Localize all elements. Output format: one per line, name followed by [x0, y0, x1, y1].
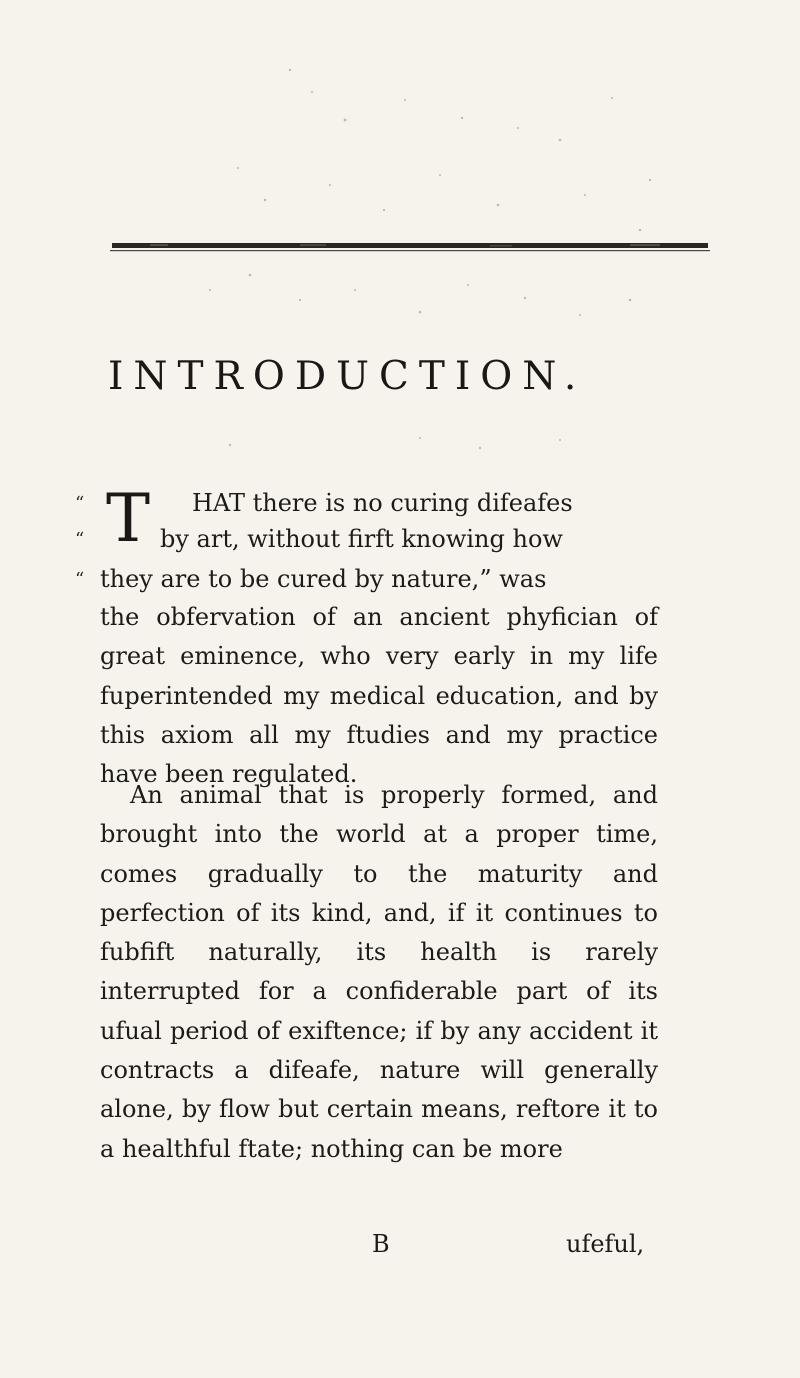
opening-line: they are to be cured by nature,” was — [100, 565, 547, 593]
drop-cap: T — [106, 480, 151, 557]
chapter-heading: INTRODUCTION. — [108, 354, 587, 399]
paragraph-1-continuation: the obfervation of an ancient phyfician of great eminence, who very early in my life fuperintended my medical education, and by this axiom all my ftudies and my practice have been regulated. — [100, 603, 658, 789]
signature-mark: B — [372, 1230, 390, 1258]
catchword: ufeful, — [566, 1230, 645, 1258]
opening-line: by art, without firft knowing how — [160, 525, 563, 553]
opening-line: HAT there is no curing difeafes — [192, 489, 573, 517]
quote-mark: “ — [75, 529, 85, 550]
quote-mark: “ — [75, 493, 85, 514]
opening-block — [75, 480, 675, 604]
ornamental-rule — [110, 240, 710, 254]
quote-mark: “ — [75, 569, 85, 590]
paragraph-2: An animal that is properly formed, and brought into the world at a proper time, comes gradually to the maturity and perfection of its kind, and, if it continues to fubfift naturally, its health is rarely interrupted for a confiderable part of its ufual period of exiftence; if by any accident it contracts a difeafe, nature will generally alone, by flow but certain means, reftore it to a healthful ftate; nothing can be more — [100, 781, 658, 1163]
